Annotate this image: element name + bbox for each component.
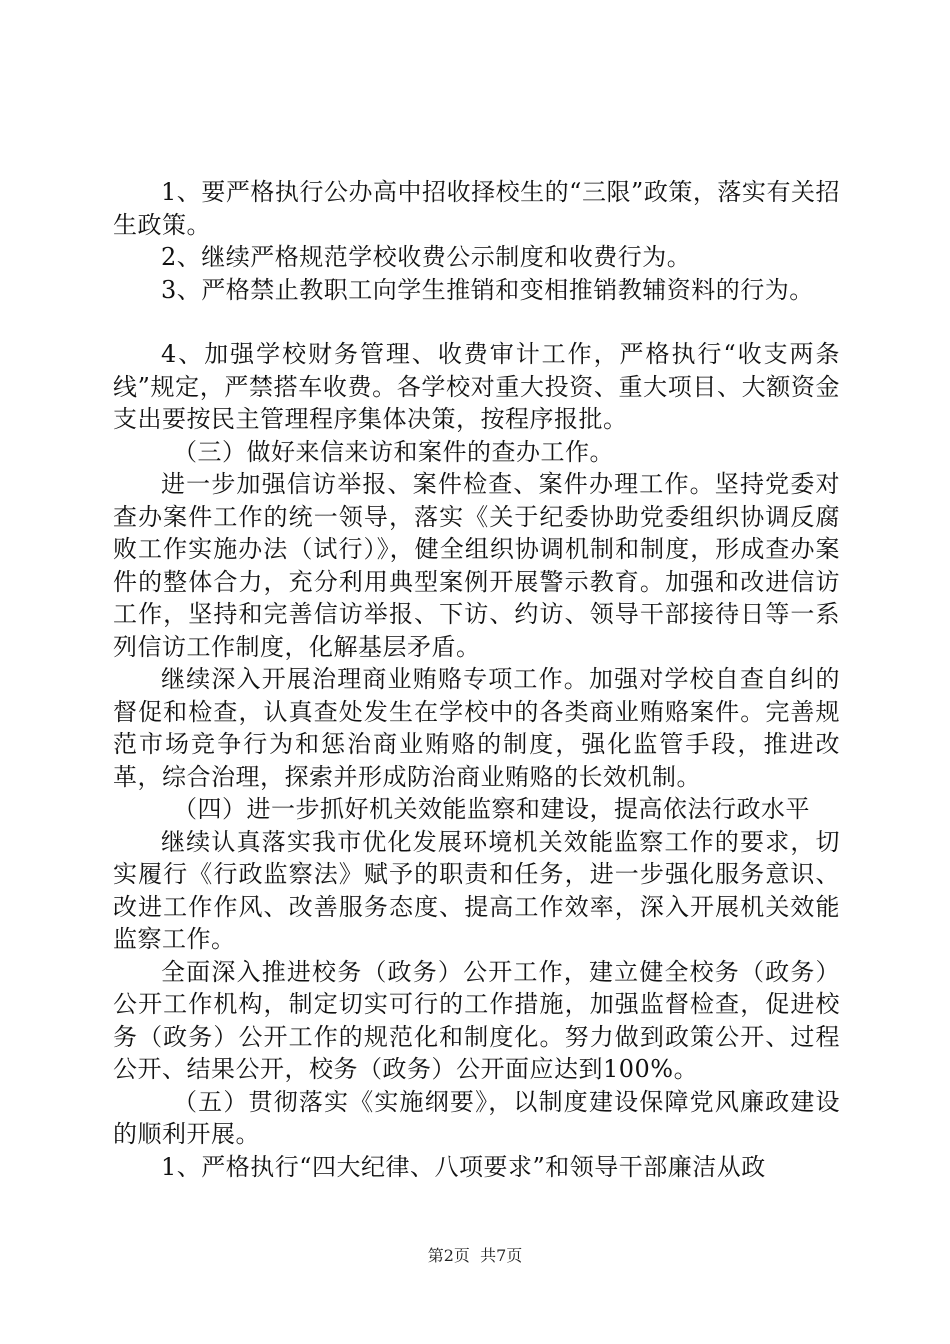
paragraph-affairs-disclosure: 全面深入推进校务（政务）公开工作，建立健全校务（政务）公开工作机构，制定切实可行的工作措施，加强监督检查，促进校务（政务）公开工作的规范化和制度化。努力做到政策公开、过程公开、结果公开，校务（政务）公开面应达到100%。 — [113, 957, 840, 1083]
section-heading-4: （四）进一步抓好机关效能监察和建设，提高依法行政水平 — [173, 795, 810, 823]
document-body — [113, 176, 840, 1183]
paragraph-item-2: 2、继续严格规范学校收费公示制度和收费行为。 — [161, 243, 692, 271]
paragraph-item-4: 4、加强学校财务管理、收费审计工作，严格执行“收支两条线”规定，严禁搭车收费。各学校对重大投资、重大项目、大额资金支出要按民主管理程序集体决策，按程序报批。 — [113, 340, 840, 433]
paragraph-item-3: 3、严格禁止教职工向学生推销和变相推销教辅资料的行为。 — [161, 275, 814, 304]
paragraph-discipline-item-1: 1、严格执行“四大纪律、八项要求”和领导干部廉洁从政 — [161, 1152, 766, 1181]
paragraph-commercial-bribery: 继续深入开展治理商业贿赂专项工作。加强对学校自查自纠的督促和检查，认真查处发生在学校中的各类商业贿赂案件。完善规范市场竞争行为和惩治商业贿赂的制度，强化监管手段，推进改革，综合治理，探索并形成防治商业贿赂的长效机制。 — [113, 665, 840, 791]
page-footer — [0, 1246, 950, 1266]
paragraph-efficiency-supervision: 继续认真落实我市优化发展环境机关效能监察工作的要求，切实履行《行政监察法》赋予的职责和任务，进一步强化服务意识、改进工作作风、改善服务态度、提高工作效率，深入开展机关效能监察工作。 — [113, 827, 840, 953]
section-heading-3: （三）做好来信来访和案件的查办工作。 — [173, 437, 614, 466]
paragraph-letters-visits: 进一步加强信访举报、案件检查、案件办理工作。坚持党委对查办案件工作的统一领导，落实《关于纪委协助党委组织协调反腐败工作实施办法（试行）》，健全组织协调机制和制度，形成查办案件的整体合力，充分利用典型案例开展警示教育。加强和改进信访工作，坚持和完善信访举报、下访、约访、领导干部接待日等一系列信访工作制度，化解基层矛盾。 — [113, 470, 840, 661]
section-heading-5: （五）贯彻落实《实施纲要》，以制度建设保障党风廉政建设的顺利开展。 — [113, 1087, 840, 1148]
page-number-label: 第2页 共7页 — [427, 1246, 523, 1265]
paragraph-item-1: 1、要严格执行公办高中招收择校生的“三限”政策，落实有关招生政策。 — [113, 178, 840, 239]
paragraph-spacer — [113, 306, 840, 338]
